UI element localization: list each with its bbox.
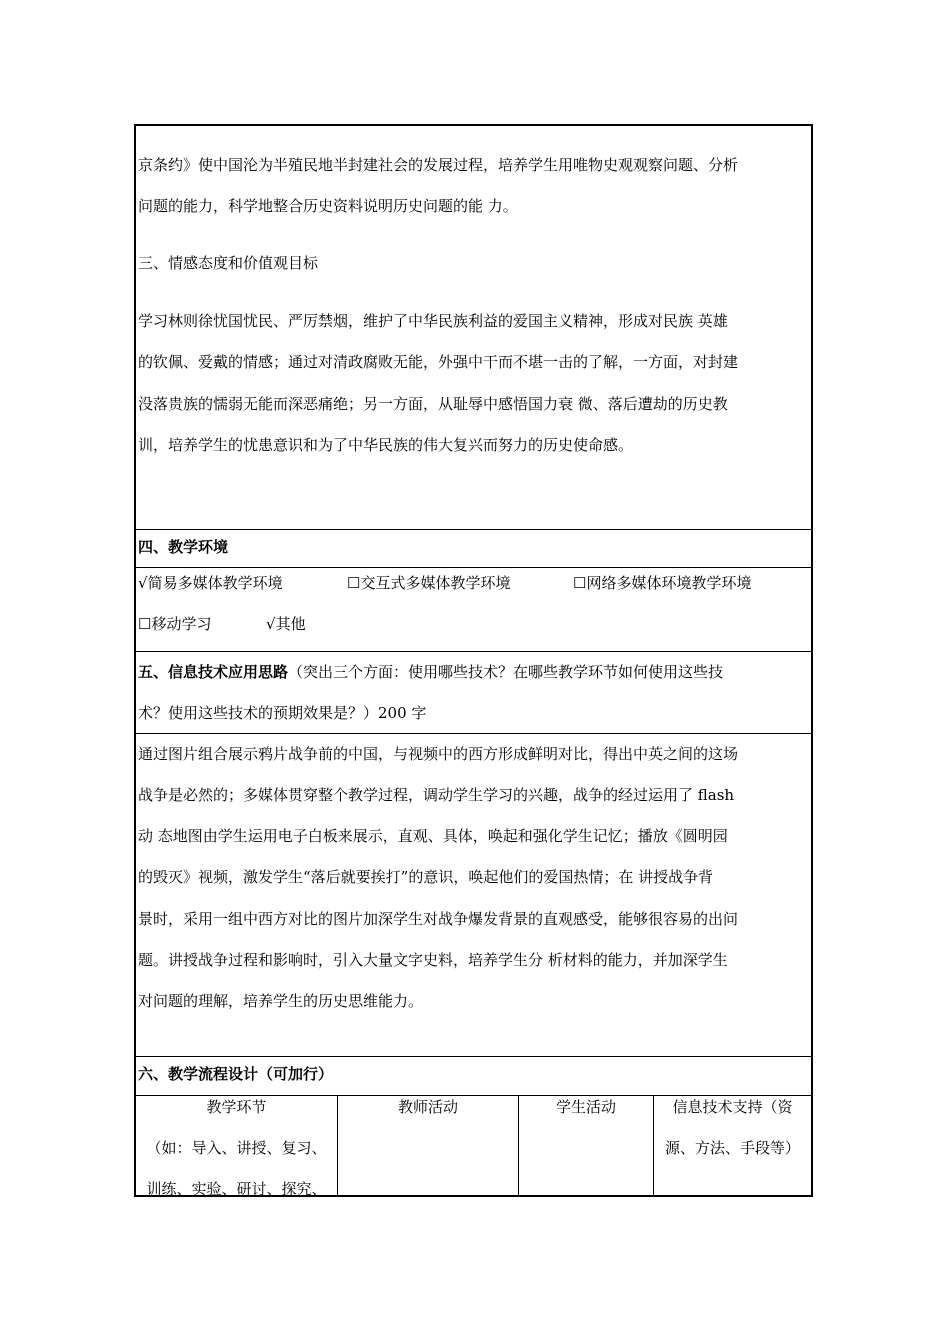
option-label: 简易多媒体教学环境 xyxy=(147,574,283,592)
body-line: 题。讲授战争过程和影响时，引入大量文字史料，培养学生分 析材料的能力，并加深学生 xyxy=(138,951,728,969)
objective-line: 问题的能力，科学地整合历史资料说明历史问题的能 力。 xyxy=(138,197,518,215)
option-mobile-learning xyxy=(138,614,211,634)
emotion-goal-heading: 三、情感态度和价值观目标 xyxy=(138,254,319,272)
column-title: 学生活动 xyxy=(555,1098,616,1116)
emotion-goal-line: 训，培养学生的忧患意识和为了中华民族的伟大复兴而努力的历史使命感。 xyxy=(138,436,634,454)
section5-note: （突出三个方面：使用哪些技术？在哪些教学环节如何使用这些技 xyxy=(288,663,724,681)
option-label: 交互式多媒体教学环境 xyxy=(360,574,511,592)
checkbox-empty-icon: ☐ xyxy=(573,574,587,592)
option-other xyxy=(266,614,306,634)
section4-title: 四、教学环境 xyxy=(138,538,229,556)
checkbox-empty-icon: ☐ xyxy=(347,574,361,592)
checkbox-empty-icon: ☐ xyxy=(138,615,152,633)
objective-line: 京条约》使中国沦为半殖民地半封建社会的发展过程，培养学生用唯物史观观察问题、分析 xyxy=(138,156,739,174)
emotion-goal-line: 的钦佩、爱戴的情感；通过对清政腐败无能，外强中干而不堪一击的了解，一方面，对封建 xyxy=(138,353,739,371)
body-line: 的毁灭》视频，激发学生“落后就要挨打”的意识，唤起他们的爱国热情；在 讲授战争背 xyxy=(138,868,714,886)
body-line: 战争是必然的；多媒体贯穿整个教学过程，调动学生学习的兴趣，战争的经过运用了 flash xyxy=(138,786,735,804)
option-label: 其他 xyxy=(275,615,306,633)
section5-body xyxy=(136,734,811,1057)
column-student-activity xyxy=(519,1096,654,1197)
column-title: 教师活动 xyxy=(397,1098,458,1116)
column-teaching-stage xyxy=(136,1096,338,1197)
column-title: 信息技术支持（资 xyxy=(672,1098,793,1116)
option-simple-multimedia xyxy=(138,573,283,593)
option-interactive-multimedia xyxy=(347,573,510,593)
check-mark-icon: √ xyxy=(138,574,148,592)
objectives-section xyxy=(136,126,811,530)
column-note: （如：导入、讲授、复习、 xyxy=(146,1139,327,1157)
column-title: 教学环节 xyxy=(206,1098,267,1116)
body-line: 景时，采用一组中西方对比的图片加深学生对战争爆发背景的直观感受，能够很容易的出问 xyxy=(138,910,739,928)
option-network-multimedia xyxy=(573,573,751,593)
section5-title-line xyxy=(138,652,723,693)
column-teacher-activity xyxy=(338,1096,519,1197)
option-label: 网络多媒体环境教学环境 xyxy=(586,574,752,592)
section5-title: 五、信息技术应用思路 xyxy=(138,663,289,681)
emotion-goal-line: 学习林则徐忧国忧民、严厉禁烟，维护了中华民族利益的爱国主义精神，形成对民族 英雄 xyxy=(138,312,728,330)
section5-title-row xyxy=(136,652,811,734)
section4-title-row xyxy=(136,530,811,568)
emotion-goal-line: 没落贵族的懦弱无能而深恶痛绝；另一方面，从耻辱中感悟国力衰 微、落后遭劫的历史教 xyxy=(138,395,728,413)
body-line: 通过图片组合展示鸦片战争前的中国，与视频中的西方形成鲜明对比，得出中英之间的这场 xyxy=(138,745,739,763)
column-note: 训练、实验、研讨、探究、 xyxy=(146,1180,327,1198)
section6-title: 六、教学流程设计（可加行） xyxy=(138,1065,334,1083)
lesson-plan-table xyxy=(134,124,813,1197)
body-line: 动 态地图由学生运用电子白板来展示，直观、具体，唤起和强化学生记忆；播放《圆明园 xyxy=(138,827,728,845)
body-line: 对问题的理解，培养学生的历史思维能力。 xyxy=(138,992,424,1010)
check-mark-icon: √ xyxy=(266,615,276,633)
column-title: 源、方法、手段等） xyxy=(664,1139,800,1157)
flow-table-header xyxy=(136,1096,811,1197)
column-it-support xyxy=(654,1096,811,1197)
section5-note-line: 术？使用这些技术的预期效果是？）200 字 xyxy=(138,704,427,722)
environment-options xyxy=(136,568,811,652)
option-label: 移动学习 xyxy=(151,615,212,633)
